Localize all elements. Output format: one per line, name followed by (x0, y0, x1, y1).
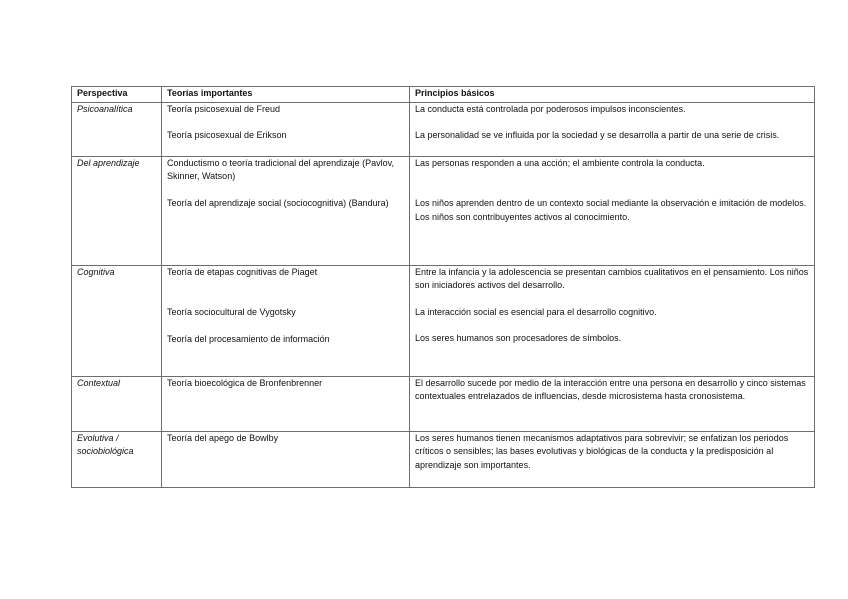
perspective-cell: Cognitiva (72, 266, 162, 377)
header-perspective: Perspectiva (72, 87, 162, 103)
theories-cell (162, 266, 410, 377)
table-row-aprendizaje (72, 157, 815, 266)
principles-cell (410, 266, 815, 377)
theory-item: Teoría del procesamiento de información (167, 333, 330, 344)
table-header-row (72, 87, 815, 103)
perspectives-table (71, 86, 815, 488)
header-principles: Principios básicos (410, 87, 815, 103)
principles-cell (410, 377, 815, 432)
principle-item: Las personas responden a una acción; el ambiente controla la conducta. (415, 158, 705, 168)
perspective-cell: Evolutiva / sociobiológica (72, 432, 162, 488)
theories-cell (162, 432, 410, 488)
principle-item: La interacción social es esencial para el desarrollo cognitivo. (415, 306, 657, 317)
principle-item: La personalidad se ve influida por la sociedad y se desarrolla a partir de una serie de crisis. (415, 130, 780, 141)
principle-item: Los seres humanos son procesadores de símbolos. (415, 333, 622, 344)
theory-item: Conductismo o teoría tradicional del aprendizaje (Pavlov, Skinner, Watson) (167, 158, 394, 182)
header-theories: Teorías importantes (162, 87, 410, 103)
principles-cell (410, 432, 815, 488)
table-row-contextual (72, 377, 815, 432)
principle-item: El desarrollo sucede por medio de la interacción entre una persona en desarrollo y cinco sistemas contextuales entrelazados de influencias, desde microsistema hasta cronosistema. (415, 378, 806, 402)
theories-cell (162, 377, 410, 432)
principle-item: Los seres humanos tienen mecanismos adaptativos para sobrevivir; se enfatizan los periodos críticos o sensibles; las bases evolutivas y biológicas de la conducta y la predisposición al aprendizaje son importantes. (415, 433, 789, 470)
theory-item: Teoría psicosexual de Freud (167, 104, 281, 114)
table-row-cognitiva (72, 266, 815, 377)
principle-item: Los niños son contribuyentes activos al conocimiento. (415, 211, 630, 222)
theory-item: Teoría de etapas cognitivas de Piaget (167, 267, 318, 277)
theories-cell (162, 103, 410, 157)
principle-item: Los niños aprenden dentro de un contexto social mediante la observación e imitación de modelos. (415, 198, 807, 209)
principle-item: La conducta está controlada por poderosos impulsos inconscientes. (415, 104, 686, 114)
perspective-cell: Del aprendizaje (72, 157, 162, 266)
principles-cell (410, 157, 815, 266)
perspective-cell: Psicoanalítica (72, 103, 162, 157)
table-row-evolutiva (72, 432, 815, 488)
theory-item: Teoría del apego de Bowlby (167, 433, 279, 443)
theory-item: Teoría psicosexual de Erikson (167, 130, 287, 141)
theory-item: Teoría sociocultural de Vygotsky (167, 307, 296, 318)
theory-item: Teoría bioecológica de Bronfenbrenner (167, 378, 323, 388)
perspective-cell: Contextual (72, 377, 162, 432)
principle-item: Entre la infancia y la adolescencia se presentan cambios cualitativos en el pensamiento. Los niños son iniciadores activos del desarrollo. (415, 267, 809, 291)
theories-cell (162, 157, 410, 266)
theory-item: Teoría del aprendizaje social (sociocognitiva) (Bandura) (167, 197, 389, 208)
principles-cell (410, 103, 815, 157)
table-row-psicoanalitica (72, 103, 815, 157)
